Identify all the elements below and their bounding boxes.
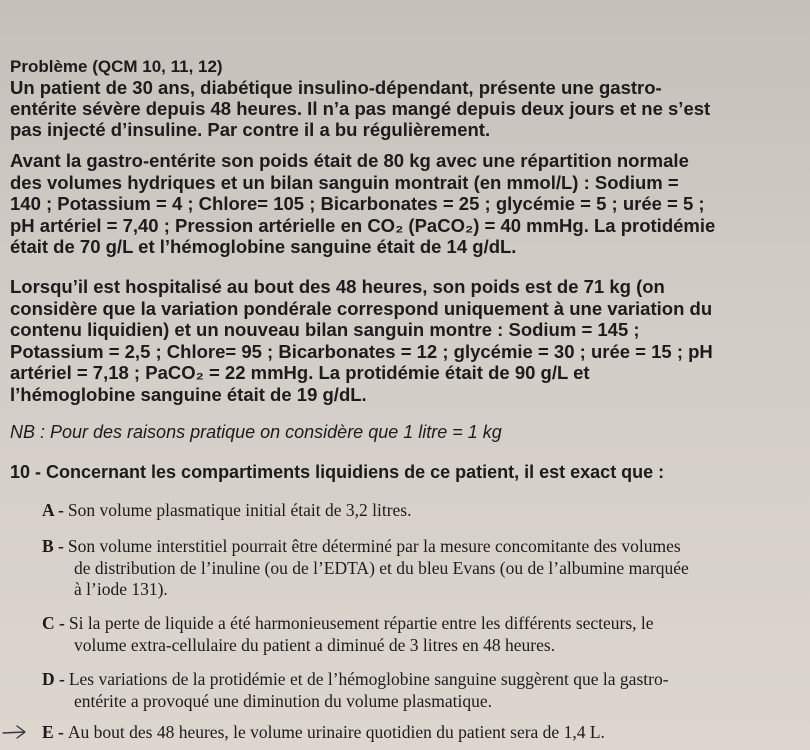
option-b — [42, 536, 798, 601]
paragraph-line: des volumes hydriques et un bilan sanguin montrait (en mmol/L) : Sodium = — [10, 171, 679, 193]
problem-line: entérite sévère depuis 48 heures. Il n’a pas mangé depuis deux jours et ne s’est — [10, 98, 711, 119]
paragraph-line: contenu liquidien) et un nouveau bilan sanguin montre : Sodium = 145 ; — [10, 319, 640, 340]
nb-note: NB : Pour des raisons pratique on considère que 1 litre = 1 kg — [10, 422, 502, 442]
paragraph-line: Potassium = 2,5 ; Chlore= 95 ; Bicarbonates = 12 ; glycémie = 30 ; urée = 15 ; pH — [10, 340, 713, 362]
option-text: Les variations de la protidémie et de l’hémoglobine sanguine suggèrent que la gastro- — [68, 669, 669, 689]
option-text: à l’iode 131). — [74, 579, 168, 599]
option-letter: C - — [42, 613, 65, 633]
paragraph-line: était de 70 g/L et l’hémoglobine sanguine était de 14 g/dL. — [10, 236, 517, 257]
problem-line: pas injecté d’insuline. Par contre il a bu régulièrement. — [10, 119, 491, 140]
paragraph-line: Lorsqu’il est hospitalisé au bout des 48 heures, son poids est de 71 kg (on — [10, 276, 665, 297]
option-text: Si la perte de liquide a été harmonieusement répartie entre les différents secteurs, le — [68, 613, 654, 633]
option-letter: D - — [42, 669, 65, 689]
option-text: de distribution de l’inuline (ou de l’EDTA) et du bleu Evans (ou de l’albumine marquée — [74, 557, 689, 578]
option-text: Son volume interstitiel pourrait être déterminé par la mesure concomitante des volumes — [67, 536, 681, 556]
paragraph-line: pH artériel = 7,40 ; Pression artérielle en CO₂ (PaCO₂) = 40 mmHg. La protidémie — [10, 214, 716, 236]
option-letter: E - — [42, 722, 64, 742]
problem-statement — [10, 56, 800, 140]
option-text: entérite a provoqué une diminution du volume plasmatique. — [74, 690, 492, 711]
initial-state-paragraph — [10, 150, 800, 258]
paragraph-line: considère que la variation pondérale correspond uniquement à une variation du — [10, 297, 713, 319]
option-text: Son volume plasmatique initial était de 3,2 litres. — [67, 500, 412, 520]
option-text: volume extra-cellulaire du patient a diminué de 3 litres en 48 heures. — [74, 634, 556, 655]
option-letter: B - — [42, 536, 64, 556]
option-letter: A - — [42, 500, 64, 520]
paragraph-line: l’hémoglobine sanguine était de 19 g/dL. — [10, 383, 367, 405]
hospitalization-paragraph — [10, 276, 800, 405]
problem-title: Problème (QCM 10, 11, 12) — [10, 57, 223, 76]
option-a — [42, 500, 798, 522]
option-e — [42, 722, 798, 744]
paragraph-line: Avant la gastro-entérite son poids était de 80 kg avec une répartition normale — [10, 150, 689, 171]
option-d — [42, 669, 798, 712]
question-10: 10 - Concernant les compartiments liquidiens de ce patient, il est exact que : — [10, 462, 665, 482]
problem-line: Un patient de 30 ans, diabétique insulino-dépendant, présente une gastro- — [10, 77, 662, 98]
paragraph-line: 140 ; Potassium = 4 ; Chlore= 105 ; Bicarbonates = 25 ; glycémie = 5 ; urée = 5 ; — [10, 193, 705, 214]
hand-drawn-arrow-icon — [2, 724, 28, 740]
paragraph-line: artériel = 7,18 ; PaCO₂ = 22 mmHg. La protidémie était de 90 g/L et — [10, 362, 590, 383]
option-c — [42, 613, 798, 656]
option-text: Au bout des 48 heures, le volume urinaire quotidien du patient sera de 1,4 L. — [67, 722, 605, 742]
